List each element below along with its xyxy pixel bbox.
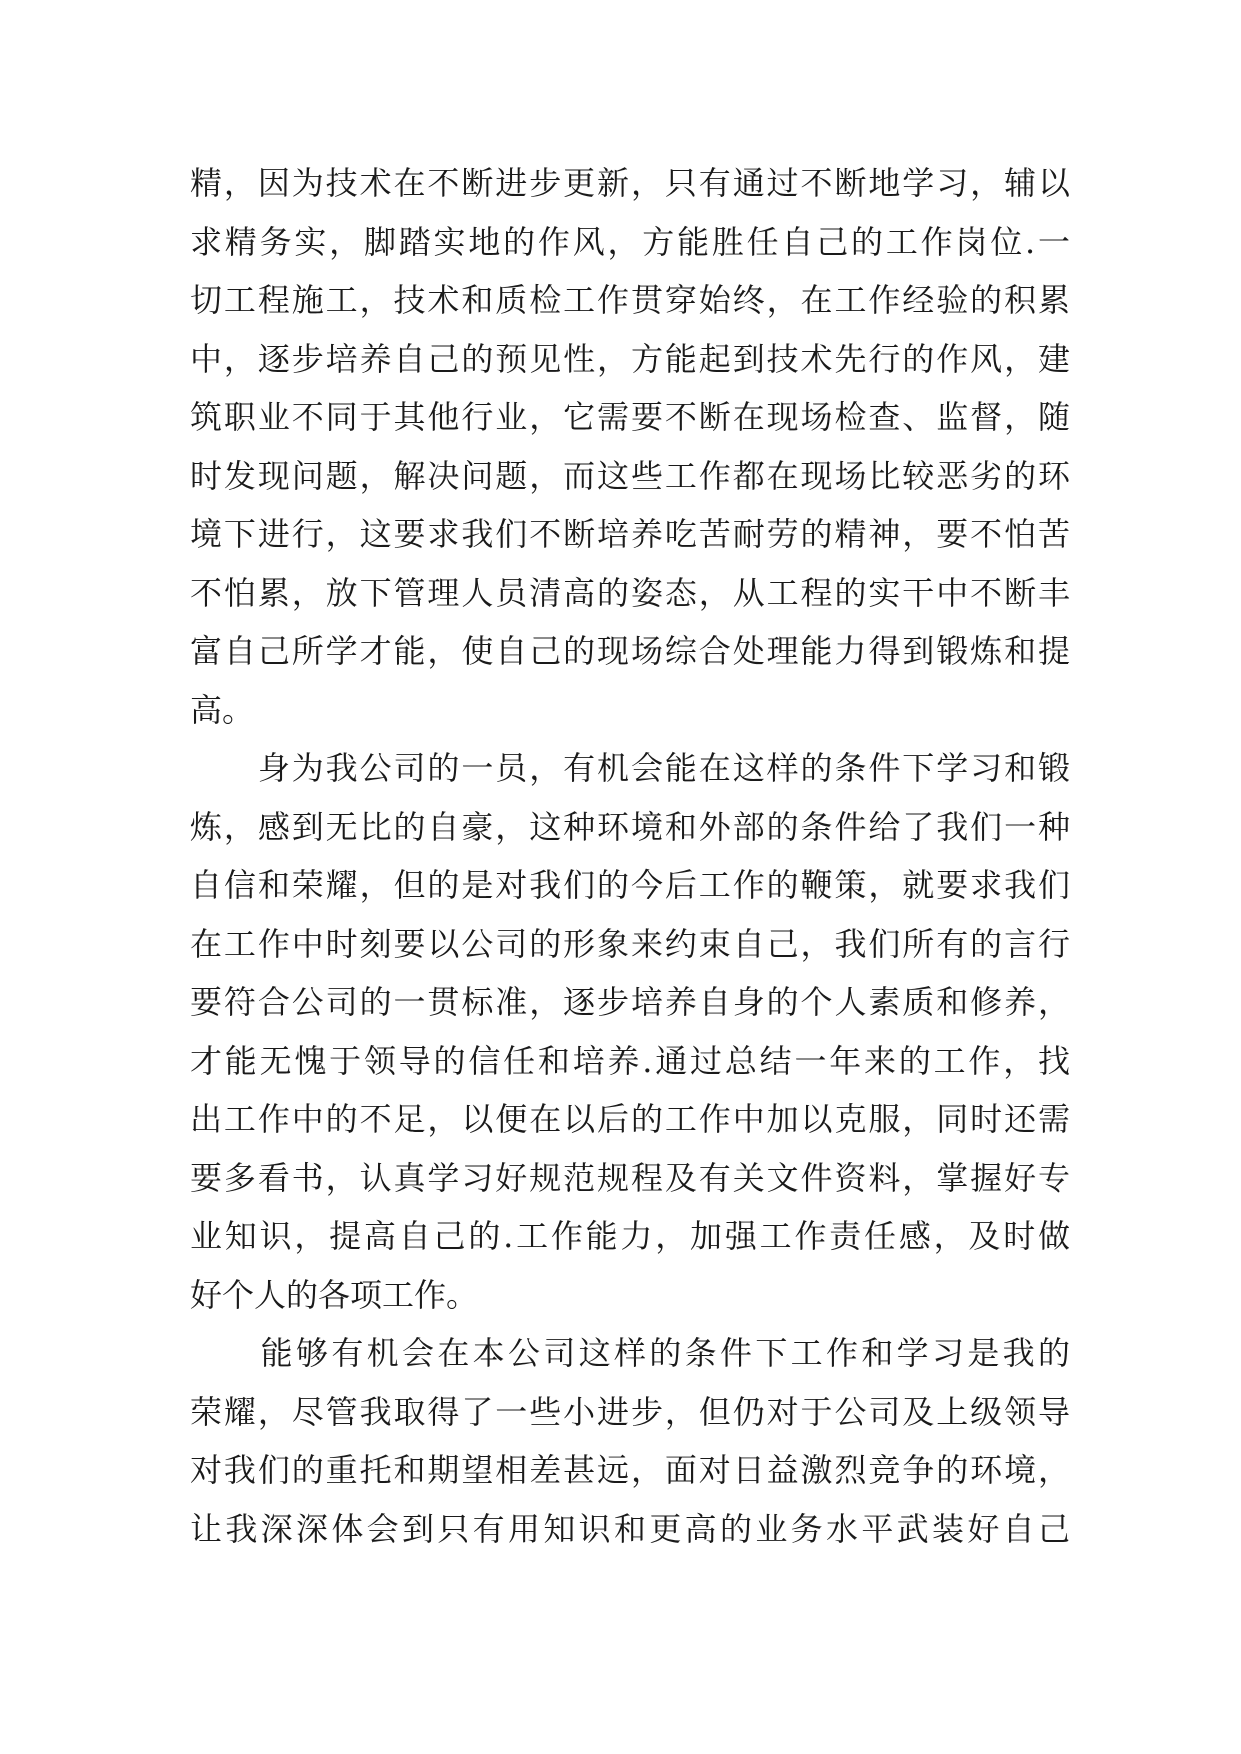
text-line: 业知识，提高自己的.工作能力，加强工作责任感，及时做 [190, 1217, 1070, 1255]
document-body [190, 154, 1070, 1558]
text-line: 自信和荣耀，但的是对我们的今后工作的鞭策，就要求我们 [190, 866, 1070, 904]
text-line: 高。 [190, 690, 255, 729]
paragraph [190, 154, 1070, 739]
text-line: 荣耀，尽管我取得了一些小进步，但仍对于公司及上级领导 [190, 1392, 1070, 1431]
text-line: 富自己所学才能，使自己的现场综合处理能力得到锻炼和提 [190, 632, 1070, 670]
text-line: 才能无愧于领导的信任和培养.通过总结一年来的工作，找 [190, 1041, 1070, 1080]
text-line: 让我深深体会到只有用知识和更高的业务水平武装好自己 [190, 1509, 1070, 1548]
text-line: 对我们的重托和期望相差甚远，面对日益激烈竞争的环境， [190, 1451, 1070, 1489]
text-line: 中，逐步培养自己的预见性，方能起到技术先行的作风，建 [190, 339, 1070, 378]
text-line: 求精务实，脚踏实地的作风，方能胜任自己的工作岗位.一 [190, 222, 1070, 261]
text-line: 身为我公司的一员，有机会能在这样的条件下学习和锻 [190, 749, 1070, 787]
paragraph [190, 739, 1070, 1324]
text-line: 不怕累，放下管理人员清高的姿态，从工程的实干中不断丰 [190, 573, 1070, 612]
text-line: 筑职业不同于其他行业，它需要不断在现场检查、监督，随 [190, 398, 1070, 436]
text-line: 出工作中的不足，以便在以后的工作中加以克服，同时还需 [190, 1100, 1070, 1138]
text-line: 炼，感到无比的自豪，这种环境和外部的条件给了我们一种 [190, 807, 1070, 846]
text-line: 在工作中时刻要以公司的形象来约束自己，我们所有的言行 [190, 924, 1070, 963]
text-line: 境下进行，这要求我们不断培养吃苦耐劳的精神，要不怕苦 [190, 515, 1070, 553]
paragraph [190, 1324, 1070, 1558]
text-line: 好个人的各项工作。 [190, 1275, 479, 1314]
text-line: 精，因为技术在不断进步更新，只有通过不断地学习，辅以 [190, 164, 1070, 202]
text-line: 时发现问题，解决问题，而这些工作都在现场比较恶劣的环 [190, 456, 1070, 495]
text-line: 能够有机会在本公司这样的条件下工作和学习是我的 [190, 1334, 1070, 1372]
text-line: 要多看书，认真学习好规范规程及有关文件资料，掌握好专 [190, 1158, 1070, 1197]
text-line: 切工程施工，技术和质检工作贯穿始终，在工作经验的积累 [190, 281, 1070, 319]
text-line: 要符合公司的一贯标准，逐步培养自身的个人素质和修养， [190, 983, 1070, 1021]
